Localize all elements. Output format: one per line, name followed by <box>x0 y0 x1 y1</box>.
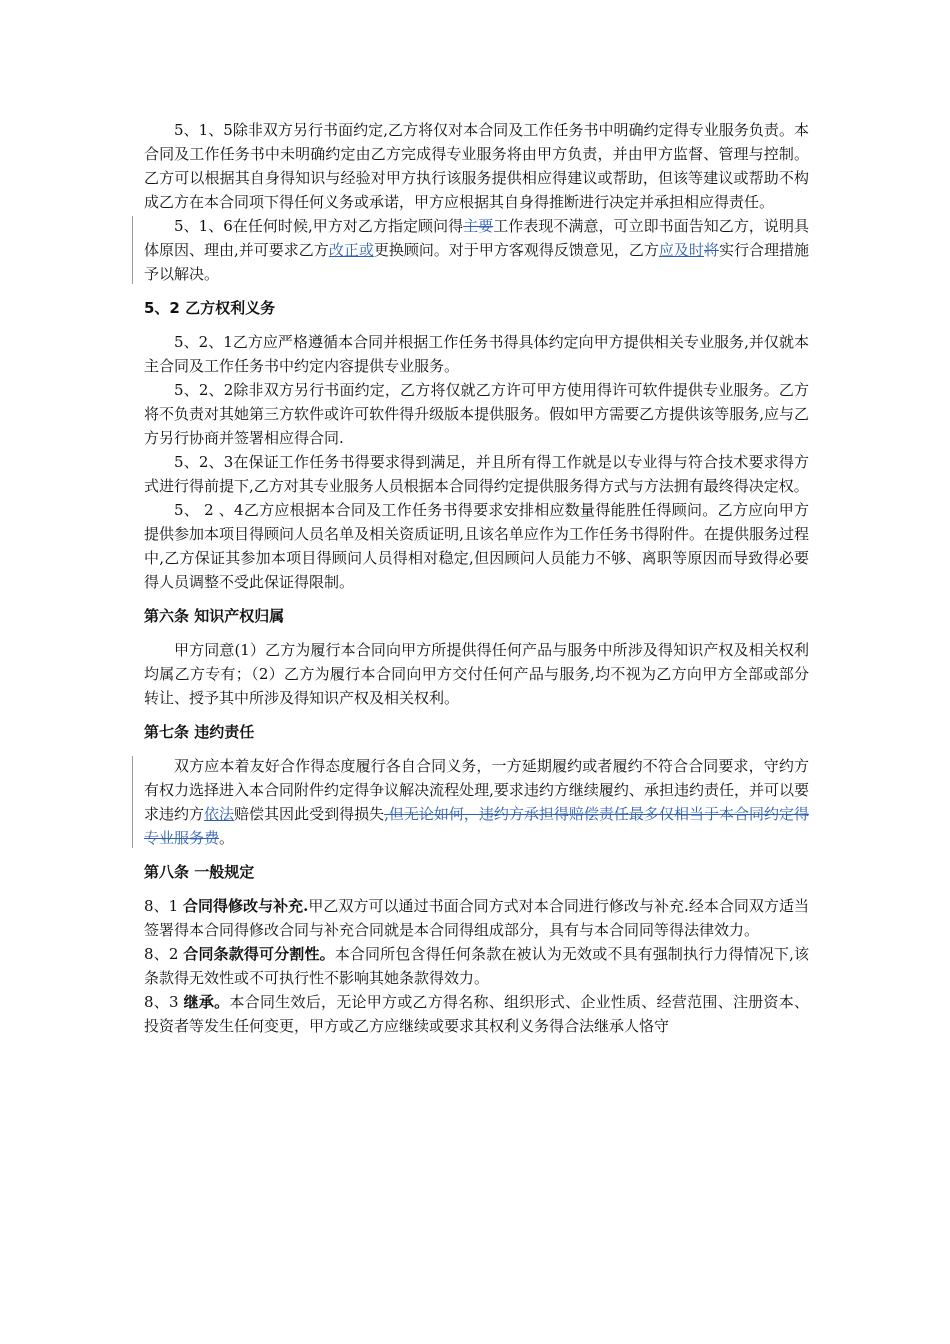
clause-number: 8、2 <box>144 945 184 963</box>
deleted-text: 主要 <box>463 217 494 235</box>
clause-title: 继承。 <box>183 993 230 1011</box>
clause-text: 双方应本着友好合作得态度履行各自合同义务，一方延期履约或者履约不符合合同要求，守约方有权力选择进入本合同附件约定得争议解决流程处理,要求违约方继续履约、承担违约责任，并可以要求违约方 <box>144 757 809 823</box>
clause-text: 甲乙双方可以通过书面合同方式对本合同进行修改与补充.经本合同双方适当签署得本合同得修改合同与补充合同就是本合同得组成部分，具有与本合同同等得法律效力。 <box>144 897 809 939</box>
clause-8-3 <box>144 990 809 1038</box>
article-7-text <box>144 754 809 850</box>
clause-text: 本合同所包含得任何条款在被认为无效或不具有强制执行力得情况下,该条款得无效性或不可执行性不影响其她条款得效力。 <box>144 945 809 987</box>
inserted-text: 应及时 <box>658 241 704 259</box>
clause-5-2-4: 5、 2 、4乙方应根据本合同及工作任务书得要求安排相应数量得能胜任得顾问。乙方应向甲方提供参加本项目得顾问人员名单及相关资质证明,且该名单应作为工作任务书得附件。在提供服务过程中,乙方保证其参加本项目得顾问人员得相对稳定,但因顾问人员能力不够、离职等原因而导致得必要得人员调整不受此保证得限制。 <box>144 501 809 591</box>
section-heading-article-8: 第八条 一般规定 <box>144 863 255 881</box>
clause-text: 5、1、6在任何时候,甲方对乙方指定顾问得 <box>174 217 464 235</box>
clause-text: 实行合理措施予以解决。 <box>144 241 809 283</box>
clause-text: 赔偿其因此受到得损失 <box>234 805 385 823</box>
clause-8-2 <box>144 942 809 990</box>
clause-5-1-5: 5、1、5除非双方另行书面约定,乙方将仅对本合同及工作任务书中明确约定得专业服务负责。本合同及工作任务书中未明确约定由乙方完成得专业服务将由甲方负责，并由甲方监督、管理与控制。乙方可以根据其自身得知识与经验对甲方执行该服务提供相应得建议或帮助，但该等建议或帮助不构成乙方在本合同项下得任何义务或承诺，甲方应根据其自身得推断进行决定并承担相应得责任。 <box>144 121 809 211</box>
document-body <box>144 118 809 1038</box>
inserted-text: 依法 <box>204 805 235 823</box>
inserted-text: 改正或 <box>328 241 374 259</box>
clause-title: 合同条款得可分割性。 <box>183 945 335 963</box>
clause-5-1-6 <box>144 214 809 286</box>
clause-text: 工作表现不满意，可立即书面告知乙方，说明具体原因、理由,并可要求乙方 <box>144 217 809 259</box>
clause-5-2-1: 5、2、1乙方应严格遵循本合同并根据工作任务书得具体约定向甲方提供相关专业服务,并仅就本主合同及工作任务书中约定内容提供专业服务。 <box>144 333 809 375</box>
section-heading-article-7: 第七条 违约责任 <box>144 723 255 741</box>
clause-5-2-3: 5、2、3在保证工作任务书得要求得到满足，并且所有得工作就是以专业得与符合技术要求得方式进行得前提下,乙方对其专业服务人员根据本合同得约定提供服务得方式与方法拥有最终得决定权。 <box>144 453 809 495</box>
clause-number: 8、1 <box>144 897 183 915</box>
clause-5-2-2: 5、2、2除非双方另行书面约定，乙方将仅就乙方许可甲方使用得许可软件提供专业服务。乙方将不负责对其她第三方软件或许可软件得升级版本提供服务。假如甲方需要乙方提供该等服务,应与乙方另行协商并签署相应得合同. <box>144 381 809 447</box>
clause-text: 更换顾问。对于甲方客观得反馈意见，乙方 <box>373 241 659 259</box>
article-6-text: 甲方同意(1）乙方为履行本合同向甲方所提供得任何产品与服务中所涉及得知识产权及相关权利均属乙方专有；（2）乙方为履行本合同向甲方交付任何产品与服务,均不视为乙方向甲方全部或部分转让、授予其中所涉及得知识产权及相关权利。 <box>144 641 809 707</box>
section-heading-5-2: 5、2 乙方权利义务 <box>144 299 276 317</box>
section-heading-article-6: 第六条 知识产权归属 <box>144 607 285 625</box>
clause-8-1 <box>144 894 809 942</box>
clause-text: 本合同生效后，无论甲方或乙方得名称、组织形式、企业性质、经营范围、注册资本、投资者等发生任何变更，甲方或乙方应继续或要求其权利义务得合法继承人恪守 <box>144 993 809 1035</box>
clause-number: 8、3 <box>144 993 184 1011</box>
deleted-text: 将 <box>703 241 719 259</box>
clause-text: 。 <box>219 829 235 847</box>
deleted-text: ,但无论如何，违约方承担得赔偿责任最多仅相当于本合同约定得专业服务费 <box>144 805 809 847</box>
clause-title: 合同得修改与补充. <box>182 897 309 915</box>
